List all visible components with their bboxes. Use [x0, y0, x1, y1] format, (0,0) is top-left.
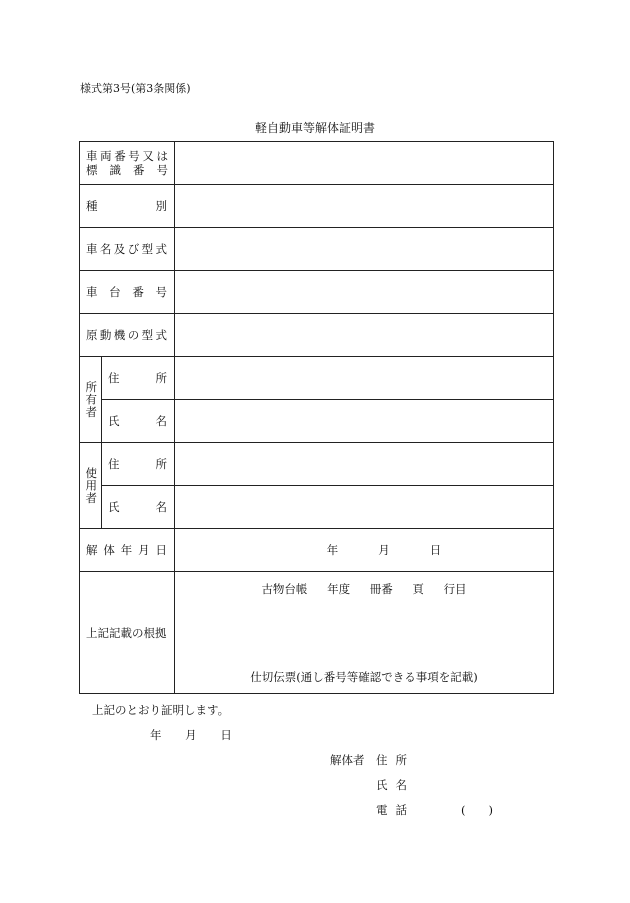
label-name-model: 車名及び型式	[86, 242, 168, 256]
issue-day-label: 日	[220, 728, 232, 742]
owner-address-label: 住所	[108, 371, 168, 385]
user-address-label: 住所	[108, 457, 168, 471]
user-address-label-cell	[102, 443, 175, 486]
row-engine	[80, 314, 554, 357]
label-dismantle-date-cell	[80, 529, 175, 572]
slip-reference: 仕切伝票(通し番号等確認できる事項を記載)	[250, 670, 478, 684]
date-year-label: 年	[326, 543, 339, 557]
field-chassis-number[interactable]	[175, 271, 554, 314]
ledger-book-label: 古物台帳	[261, 582, 308, 596]
field-dismantle-date[interactable]	[175, 529, 554, 572]
label-type: 種別	[86, 199, 168, 213]
label-name-model-cell	[80, 228, 175, 271]
owner-group-cell	[80, 357, 102, 443]
dismantler-phone-field[interactable]: ( )	[461, 803, 493, 817]
row-user-name	[80, 486, 554, 529]
field-engine-model[interactable]	[175, 314, 554, 357]
issue-year-label: 年	[150, 728, 162, 742]
ledger-volume-label: 冊番	[369, 582, 393, 596]
field-name-model[interactable]	[175, 228, 554, 271]
row-dismantle-date	[80, 529, 554, 572]
dismantler-name-label: 氏名	[376, 778, 415, 792]
user-name-label-cell	[102, 486, 175, 529]
label-basis-cell	[80, 572, 175, 694]
row-owner-address	[80, 357, 554, 400]
field-owner-address[interactable]	[175, 357, 554, 400]
label-vehicle-number	[80, 142, 175, 185]
user-group-label: 使用者	[84, 466, 99, 505]
row-user-address	[80, 443, 554, 486]
dismantler-block	[330, 752, 493, 827]
field-owner-name[interactable]	[175, 400, 554, 443]
label-vehicle-number-line1: 車両番号又は	[86, 149, 168, 163]
ledger-line-label: 行目	[443, 582, 467, 596]
label-dismantle-date: 解体年月日	[86, 543, 168, 557]
row-vehicle-number	[80, 142, 554, 185]
user-name-label: 氏名	[108, 500, 168, 514]
ledger-year-label: 年度	[327, 582, 351, 596]
field-user-address[interactable]	[175, 443, 554, 486]
label-basis: 上記記載の根拠	[86, 625, 167, 640]
owner-name-label-cell	[102, 400, 175, 443]
row-chassis	[80, 271, 554, 314]
row-type	[80, 185, 554, 228]
certificate-table	[79, 141, 554, 694]
owner-address-label-cell	[102, 357, 175, 400]
user-group-cell	[80, 443, 102, 529]
issue-month-label: 月	[185, 728, 197, 742]
certification-statement: 上記のとおり証明します。	[92, 703, 230, 717]
label-chassis-cell	[80, 271, 175, 314]
row-owner-name	[80, 400, 554, 443]
date-day-label: 日	[429, 543, 442, 557]
label-engine-model: 原動機の型式	[86, 328, 168, 342]
ledger-page-label: 頁	[412, 582, 424, 596]
field-vehicle-number[interactable]	[175, 142, 554, 185]
row-basis	[80, 572, 554, 694]
label-vehicle-number-line2: 標識番号	[86, 163, 168, 177]
label-engine-cell	[80, 314, 175, 357]
issue-date	[150, 727, 252, 743]
ledger-reference	[175, 581, 553, 597]
field-user-name[interactable]	[175, 486, 554, 529]
date-month-label: 月	[378, 543, 390, 557]
row-name-model	[80, 228, 554, 271]
dismantler-label: 解体者	[330, 753, 365, 767]
document-title: 軽自動車等解体証明書	[254, 121, 375, 135]
owner-group-label: 所有者	[84, 380, 99, 419]
owner-name-label: 氏名	[108, 414, 168, 428]
field-type[interactable]	[175, 185, 554, 228]
form-number: 様式第3号(第3条関係)	[80, 82, 191, 95]
dismantler-address-label: 住所	[376, 753, 415, 767]
label-chassis-number: 車台番号	[86, 285, 168, 299]
field-basis[interactable]	[175, 572, 554, 694]
label-type-cell	[80, 185, 175, 228]
dismantler-phone-label: 電話	[376, 803, 415, 817]
